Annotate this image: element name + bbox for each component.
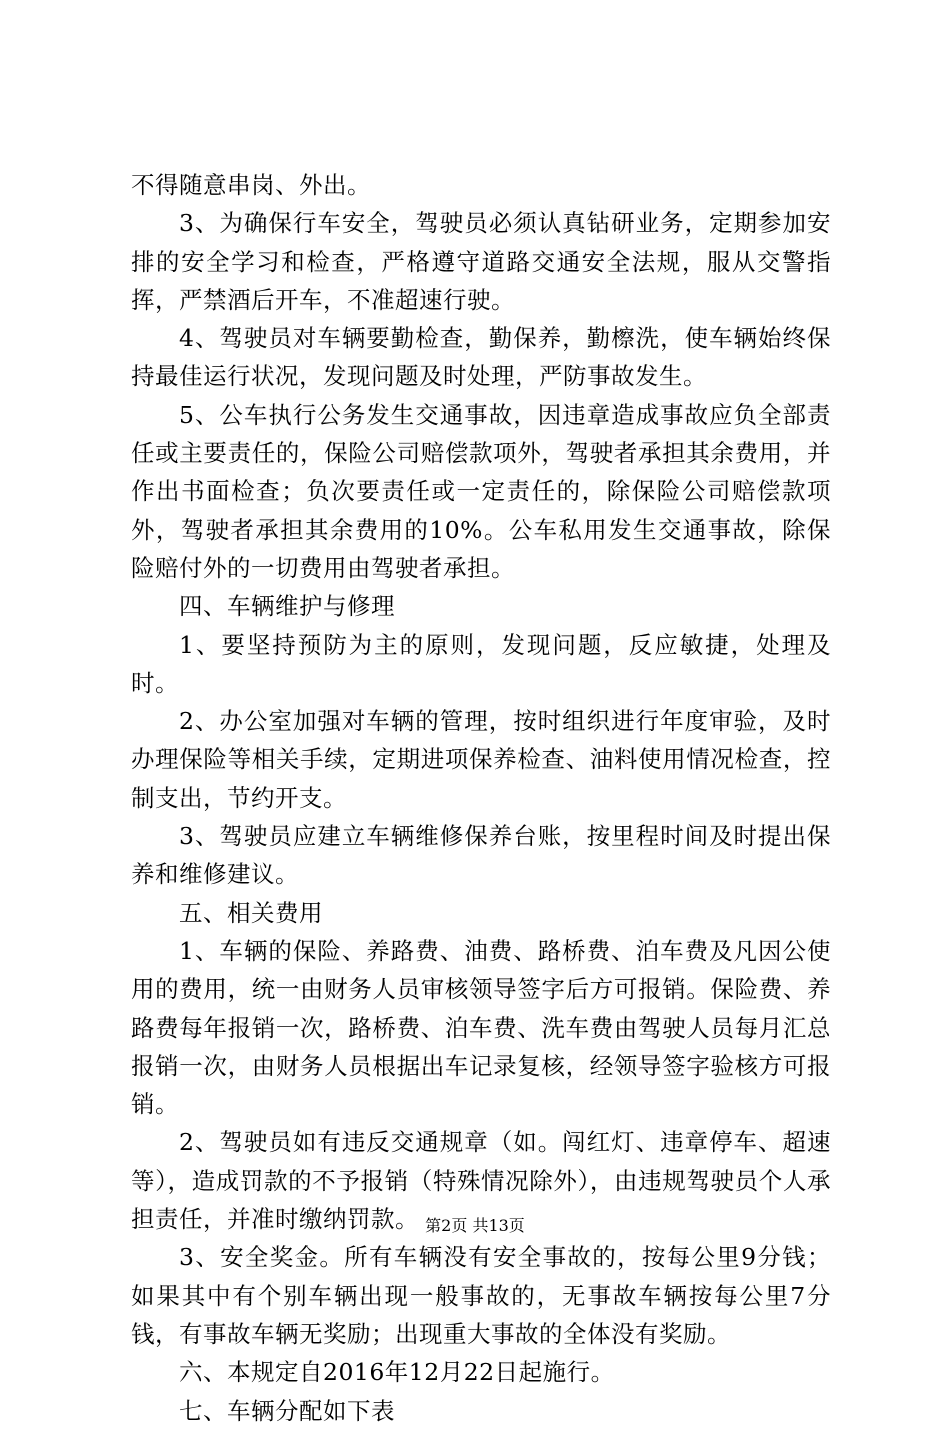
- section-heading-7: 七、车辆分配如下表: [179, 1396, 395, 1425]
- paragraph-5: 1、要坚持预防为主的原则，发现问题，反应敏捷，处理及时。: [131, 630, 831, 697]
- paragraph-2: 4、驾驶员对车辆要勤检查，勤保养，勤檫洗，使车辆始终保持最佳运行状况，发现问题及时处理，严防事故发生。: [131, 324, 831, 391]
- paragraph-9: 1、车辆的保险、养路费、油费、路桥费、泊车费及凡因公使用的费用，统一由财务人员审核领导签字后方可报销。保险费、养路费每年报销一次，路桥费、泊车费、洗车费由驾驶人员每月汇总报销一次，由财务人员根据出车记录复核，经领导签字验核方可报销。: [131, 936, 831, 1119]
- section-heading-5: 五、相关费用: [179, 898, 323, 927]
- paragraph-11: 3、安全奖金。所有车辆没有安全事故的，按每公里9分钱；如果其中有个别车辆出现一般事故的，无事故车辆按每公里7分钱，有事故车辆无奖励；出现重大事故的全体没有奖励。: [131, 1243, 831, 1348]
- page-number: 第2页 共13页: [425, 1216, 525, 1235]
- paragraph-1: 3、为确保行车安全，驾驶员必须认真钻研业务，定期参加安排的安全学习和检查，严格遵守道路交通安全法规，服从交警指挥，严禁酒后开车，不准超速行驶。: [131, 209, 831, 314]
- paragraph-6: 2、办公室加强对车辆的管理，按时组织进行年度审验，及时办理保险等相关手续，定期进项保养检查、油料使用情况检查，控制支出，节约开支。: [131, 707, 831, 812]
- section-heading-4: 四、车辆维护与修理: [179, 592, 395, 621]
- paragraph-0: 不得随意串岗、外出。: [131, 171, 371, 199]
- document-body: [131, 166, 831, 1430]
- paragraph-10: 2、驾驶员如有违反交通规章（如。闯红灯、违章停车、超速等），造成罚款的不予报销（特殊情况除外），由违规驾驶员个人承担责任，并准时缴纳罚款。: [131, 1128, 831, 1234]
- paragraph-7: 3、驾驶员应建立车辆维修保养台账，按里程时间及时提出保养和维修建议。: [131, 822, 831, 889]
- page-footer: [0, 1216, 950, 1236]
- paragraph-3: 5、公车执行公务发生交通事故，因违章造成事故应负全部责任或主要责任的，保险公司赔偿款项外，驾驶者承担其余费用，并作出书面检查；负次要责任或一定责任的，除保险公司赔偿款项外，驾驶者承担其余费用的10%。公车私用发生交通事故，除保险赔付外的一切费用由驾驶者承担。: [131, 400, 831, 582]
- section-heading-6: 六、本规定自2016年12月22日起施行。: [179, 1358, 615, 1387]
